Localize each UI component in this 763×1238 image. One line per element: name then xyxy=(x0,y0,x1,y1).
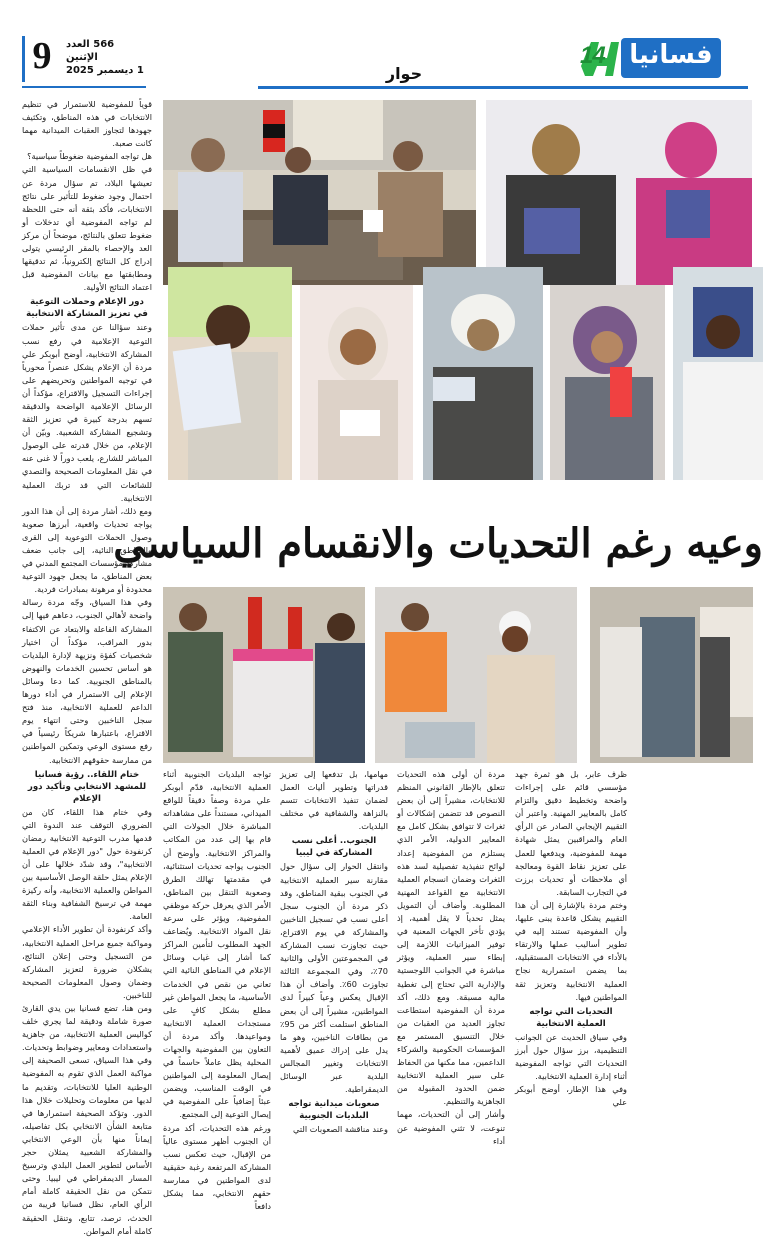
subheading: الجنوب.. أعلى نسب المشاركة في ليبيا xyxy=(291,836,377,859)
paragraph: ومن هنا، تضع فسانيا بين يدي القارئ صورة شاملة ودقيقة لما يجري خلف كواليس العملية الانتخابية، من جاهزية واستعدادات ومعايير وضوابط وتحديات. وفي هذا السياق، تسعى الصحيفة إلى مواكبة العمل الذي تقوم به المفوضية الوطنية العليا للانتخابات، وتقديم ما لديها من معلومات وتحليلات خلال هذا الدور. وتؤكد الصحيفة استمرارها في متابعة الشأن الانتخابي بكل تفاصيله، إيماناً منها بأن الوعي الانتخابي والمشاركة الشعبية يمثلان حجر الأساس لتطوير العمل البلدي وترسيخ المسار الديمقراطي في ليبيا. وحتى نتمكن من نقل الحقيقة كاملة أمام الرأي العام، نظل فسانيا قريبة من الحدث، ترصد، تتابع، وتنقل الحقيقة كاملة أمام المواطن. xyxy=(22,1003,152,1236)
column-left xyxy=(22,98,152,1236)
photo-women-voters xyxy=(486,100,752,285)
paragraph: ورغم هذه التحديات، أكد مردة أن الجنوب أظهر مستوى عالياً من الإقبال، حيث تعكس نسب المشاركة المرتفعة رغبة حقيقية لدى المواطنين في ممارسة حقهم الانتخابي، مما يشكل دافعاً xyxy=(163,1122,271,1212)
paragraph: وفي ختام هذا اللقاء، كان من الضروري التوقف عند الندوة التي قدمها مدرب التوعية الانتخابية رمضان كرنفودة حول "دور الإعلام في العملية الانتخابية"، وقد شدّد خلالها على أن الإعلام يمثل حلقة الوصل الأساسية بين المواطن والعملية الانتخابية، وأنه ركيزة مهمة في ترسيخ الشفافية وبناء الثقة العامة. xyxy=(22,806,152,922)
logo-badge: 14 xyxy=(580,42,605,69)
column-bottom-3 xyxy=(280,768,388,1135)
paragraph: وعند مناقشة الصعوبات التي xyxy=(293,1124,388,1135)
paragraph: هل تواجه المفوضية ضغوطاً سياسية؟ xyxy=(27,151,152,162)
newspaper-logo xyxy=(577,36,742,82)
photo-registration xyxy=(375,587,577,763)
paragraph: مردة أن أولى هذه التحديات تتعلق بالإطار القانوني المنظم للانتخابات، مشيراً إلى أن بعض النصوص قد تتضمن إشكالات أو ثغرات لا تتوافق بشكل كامل مع المعايير الدولية، الأمر الذي يستلزم من المفوضية إعداد لوائح تنفيذية تفصيلية لسد هذه الثغرات وضمان انسجام العملية الانتخابية مع القواعد المهنية المطلوبة. وأضاف أن التمويل يمثل تحدياً لا يقل أهمية، إذ يؤدي تأخر الجهات المعنية في توفير الميزانيات اللازمة إلى إبطاء سير العملية، ويؤثر مباشرة في الجوانب اللوجستية والإدارية التي تحتاج إلى تغطية مالية مسبقة. ومع ذلك، أكد مردة أن المفوضية استطاعت تجاوز العديد من العقبات من خلال التنسيق المستمر مع المؤسسات الحكومية والشركاء الداعمين، مما مكنها من الحفاظ على سير العملية الانتخابية ضمن الحدود المقبولة من الجاهزية والتنظيم. xyxy=(397,769,505,1107)
subheading: ختام اللقاء.. رؤية فسانيا للمشهد الانتخابي وتأكيد دور الإعلام xyxy=(27,769,147,804)
paragraph: وفي هذا السياق، وجّه مردة رسالة واضحة لأهالي الجنوب، دعاهم فيها إلى المشاركة الفاعلة والابتعاد عن الاكتفاء بدور المراقب، مؤكداً أن اختيار شخصيات كفؤة ونزيهة لإدارة البلديات هو أساس تحسين الخدمات والنهوض بالمناطق الجنوبية. كما دعا وسائل الإعلام إلى الاستمرار في أداء دورها الداعم للعملية الانتخابية، منذ فتح سجل الناخبين وحتى انتهاء يوم الاقتراع، باعتبارها شريكاً رئيسياً في رفع مستوى الوعي وتمكين المواطنين من ممارسة حقوقهم الانتخابية. xyxy=(22,597,152,765)
subheading: دور الإعلام وحملات التوعية في تعزيز المشاركة الانتخابية xyxy=(26,297,148,320)
paragraph: ظرف عابر، بل هو ثمرة جهد مؤسسي قائم على إجراءات واضحة وتخطيط دقيق والتزام كامل بالمعايير المهنية. واعتبر أن التقييم الإيجابي الصادر عن الرأي العام والمراقبين يمثل شهادة مهمة للمفوضية، ويدفعها للعمل على تعزيز نقاط القوة ومعالجة أي ملاحظات أو تحديات برزت في التجارب السابقة. xyxy=(515,769,627,897)
weekday: الإثنين xyxy=(66,52,98,63)
paragraph: وأكد كرنفودة أن تطوير الأداء الإعلامي ومواكبة جميع مراحل العملية الانتخابية، من التسجيل وحتى إعلان النتائج، يشكلان ضرورة لتعزيز المشاركة وضمان وصول المعلومات الصحيحة للناخبين. xyxy=(22,924,152,1000)
header-underline xyxy=(22,86,146,88)
column-bottom-2 xyxy=(163,768,271,1212)
paragraph: تواجه البلديات الجنوبية أثناء العملية الانتخابية، قدّم أبوبكر علي مردة وصفاً دقيقاً للواقع الميداني، مستنداً على مشاهداته المباشرة خلال الجولات التي قام بها إلى عدد من المكاتب والمراكز الانتخابية. وأوضح أن الجنوب يواجه تحديات استثنائية، في مقدمتها تهالك الطرق وصعوبة التنقل بين المناطق، الأمر الذي يعرقل حركة موظفي المفوضية، ويؤثر على سرعة نقل المواد الانتخابية. ويُضاعف الجهد المطلوب لتأمين المراكز كما أشار إلى غياب وسائل الإعلام في المناطق النائية التي تعاني من نقص في الخدمات الأساسية، ما يجعل المواطن غير مطلع بشكل كافٍ على مستجدات العملية الانتخابية ومواعيدها. وأكد مردة أن التعاون بين المفوضية والجهات المحلية يظل عاملاً حاسماً في إيصال المعلومة إلى المواطنين في الوقت المناسب، ويضمن عبئاً إضافياً على المفوضية في إيصال التوعية إلى المجتمع. xyxy=(163,769,271,1120)
header-rule xyxy=(258,86,748,89)
column-bottom-5 xyxy=(515,768,627,1108)
page-number: 9 xyxy=(32,35,52,77)
issue-info xyxy=(66,38,146,77)
issue-label: العدد xyxy=(66,39,90,50)
photo-ballot-box xyxy=(163,587,365,763)
paragraph: قوياً للمفوضية للاستمرار في تنظيم الانتخابات في هذه المناطق، وتكثيف جهودها لتجاوز العقبات الميدانية مهما كانت صعبة. xyxy=(22,99,152,149)
subheading: التحديات التي تواجه العملية الانتخابية xyxy=(529,1006,613,1029)
paragraph: وفي هذا الإطار، أوضح أبوبكر علي xyxy=(515,1084,627,1108)
paragraph: وانتقل الحوار إلى سؤال حول مقارنة سير العملية الانتخابية في الجنوب ببقية المناطق، وقد ذكر مردة أن الجنوب سجل أعلى نسب في تسجيل الناخبين والمشاركة في يوم الاقتراع، حيث تجاوزت نسب المشاركة في المجموعتين الأولى والثانية 70٪، وفي المجموعة الثالثة تجاوزت 60٪. وأضاف أن هذا الإقبال يعكس وعياً كبيراً لدى المواطنين، مشيراً إلى أن بعض المناطق استلمت أكثر من 95٪ من بطاقات الناخبين، وهو ما يدل على إدراك عميق لأهمية الانتخابات وتغيير المجالس البلدية عبر الوسائل الديمقراطية. xyxy=(280,861,388,1095)
paragraph: وفي سياق الحديث عن الجوانب التنظيمية، برز سؤال حول أبرز التحديات التي تواجه المفوضية أثناء إدارة العملية الانتخابية. xyxy=(515,1031,627,1081)
logo-text: فسانيا xyxy=(629,40,713,70)
issue-date: 1 ديسمبر 2025 xyxy=(66,65,144,76)
paragraph: وختم مردة بالإشارة إلى أن هذا التقييم يشكل قاعدة يبنى عليها، وأن المفوضية تستند إليه في تطوير أساليب عملها والارتقاء بالأداء في الانتخابات المستقبلية، بما يضمن استمرارية نجاح العملية الانتخابية وتعزيز ثقة المواطنين فيها. xyxy=(515,899,627,1002)
paragraph: وأشار إلى أن التحديات، مهما تنوعت، لا تثني المفوضية عن أداء xyxy=(397,1109,505,1146)
photo-voter-1 xyxy=(168,267,292,480)
subheading: صعوبات ميدانية تواجه البلديات الجنوبية xyxy=(288,1099,380,1122)
photo-voter-2 xyxy=(300,285,413,480)
paragraph: مهامها، بل تدفعها إلى تعزيز قدراتها وتطوير أليات العمل لضمان تنفيذ الانتخابات تتسم بالنزاهة والشفافية في مختلف البلديات. xyxy=(280,769,388,832)
photo-voter-5 xyxy=(673,267,763,480)
section-title: حوار xyxy=(385,64,423,83)
column-bottom-4 xyxy=(397,768,505,1146)
paragraph: وعند سؤالنا عن مدى تأثير حملات التوعية الإعلامية في رفع نسب المشاركة الانتخابية، أوضح أبوبكر علي مردة أن الإعلام يشكل عنصراً محورياً في توجيه المواطنين وتحريضهم على إجراءات التسجيل والاقتراع، مؤكداً أن الرسائل الإعلامية الواضحة والدقيقة تسهم بدرجة كبيرة في تعزيز الثقة وتشجيع المشاركة الشعبية. وبيّن أن الإعلام، من خلال قدرته على الوصول المباشر للشارع، يلعب دوراً لا غنى عنه في نقل المعلومات الصحيحة والتصدي للشائعات التي قد تربك العملية الانتخابية. xyxy=(22,322,152,503)
photo-interview xyxy=(163,100,476,285)
photo-voter-3 xyxy=(423,267,543,480)
paragraph: في ظل الانقسامات السياسية التي تعيشها البلاد، تم سؤال مردة عن احتمال وجود ضغوط للتأثير على نتائج الانتخابات، فأكد بثقة أنه حتى اللحظة لم تواجه المفوضية أي تدخلات أو ضغوط تتعلق بالنتائج، موضحاً أن مركز العد والإحصاء بالمقر الرئيسي يتولى إدراج كل النتائج إلكترونياً، ثم تدقيقها ومطابقتها مع بيانات المفوضية قبل اعتماد النتائج الأولية. xyxy=(22,164,152,293)
photo-voter-4 xyxy=(550,285,665,480)
issue-number: 566 xyxy=(93,39,115,50)
article-headline: وعيه رغم التحديات والانقسام السياسي xyxy=(113,520,763,567)
photo-polling-station xyxy=(590,587,753,763)
paragraph: ومع ذلك، أشار مردة إلى أن هذا الدور يواجه تحديات واقعية، أبرزها صعوبة وصول الحملات التوعوية إلى القرى والمناطق النائية، إلى جانب ضعف مشاركة مؤسسات المجتمع المدني في بعض المناطق، ما يجعل جهود التوعية محدودة أو مرهونة بمبادرات فردية. xyxy=(22,505,152,595)
header xyxy=(0,0,763,95)
